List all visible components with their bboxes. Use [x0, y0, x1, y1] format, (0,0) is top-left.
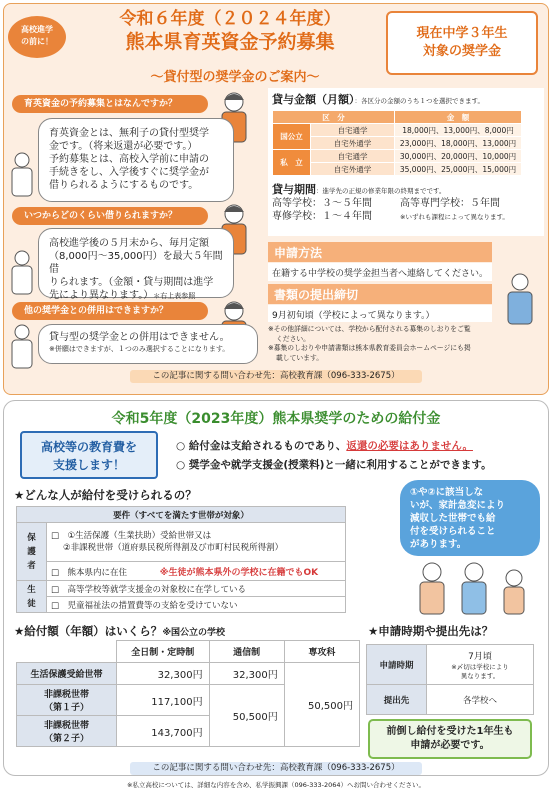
- family-illustration-icon: [410, 560, 540, 616]
- title-line-2: 熊本県育英資金予約募集: [125, 31, 335, 53]
- application-period-label: 申請時期: [367, 645, 427, 685]
- application-table: [366, 644, 534, 715]
- amount-value: 50,500円: [284, 663, 359, 747]
- advance-grant-note: [368, 719, 532, 759]
- answer-1-line: 手続きをし、入学後すぐに奨学金が: [49, 167, 209, 178]
- answer-2-line: （8,000円～35,000円）を最大５年間借: [49, 251, 223, 275]
- loan-period-note: ：進学先の正規の修業年限の終期までです。: [316, 187, 446, 195]
- bullet-2-text: 奨学金や就学支援金(授業料)と一緒に利用することができます。: [188, 459, 492, 471]
- application-period-value: [427, 645, 534, 685]
- loan-header-category: 区 分: [273, 111, 395, 124]
- bullet-1-highlight: 返還の必要はありません。: [346, 440, 473, 452]
- period-item: 高等専門学校：５年間: [400, 198, 500, 209]
- empty-corner: [17, 641, 117, 663]
- answer-2-line: りられます。（金額・貸与期間は進学: [49, 277, 214, 288]
- guardian-requirement-2: [47, 562, 346, 581]
- loan-amount-note: ：各区分の金額のうち１つを選択できます。: [354, 97, 484, 105]
- out-of-prefecture-note: ※生徒が熊本県外の学校に在籍でもOK: [159, 567, 319, 578]
- eligibility-table: [16, 506, 346, 613]
- bubble-line: ①や②に該当しな: [410, 487, 484, 498]
- student-requirement-1: □ 高等学校等就学支援金の対象校に在学している: [47, 581, 346, 597]
- guardian-requirement-1: [47, 523, 346, 562]
- eligibility-title: ★どんな人が給付を受けられるの？: [14, 488, 197, 502]
- table-row: [17, 562, 346, 581]
- table-row: [367, 645, 534, 685]
- page-subtitle: ～貸付型の奨学金のご案内～: [150, 70, 320, 85]
- sudden-change-bubble: [400, 480, 540, 556]
- loan-category: 国公立: [273, 124, 311, 150]
- loan-contact: この記事に関する問い合わせ先：高校教育課（096-333-2675）: [130, 370, 422, 383]
- table-row: [17, 581, 346, 597]
- bubble-line: があります。: [410, 539, 467, 550]
- table-row: [273, 124, 522, 137]
- tax-exempt-first-child-label: 非課税世帯 （第１子）: [17, 685, 117, 716]
- req-line: □ 熊本県内に在住: [51, 567, 128, 578]
- amount-value: 50,500円: [209, 685, 284, 747]
- answer-2-bubble: [38, 228, 234, 301]
- period-note: ※いずれも課程によって異なります。: [400, 213, 509, 221]
- apply-method-title: 申請方法: [268, 242, 492, 262]
- answer-1-bubble: [38, 118, 234, 202]
- circle-bullet-icon: ○: [176, 459, 186, 471]
- loan-amounts: 18,000円、13,000円、8,000円: [395, 124, 522, 137]
- answer-2-line: 先により異なります。）: [49, 290, 154, 301]
- loan-type: 自宅通学: [311, 124, 395, 137]
- note-line: 申請が必要です。: [410, 740, 490, 751]
- amount-value: 32,300円: [209, 663, 284, 685]
- question-2: いつからどのくらい借りられますか？: [12, 207, 208, 225]
- period-item: 専修学校：１～４年間: [272, 211, 372, 222]
- amount-col-advanced: 専攻科: [284, 641, 359, 663]
- private-school-note: ※私立高校については、詳細な内容を含め、私学振興課（096-333-2064）へお問い合わせください。: [126, 781, 426, 789]
- note-line: 載しています。: [276, 353, 324, 362]
- period-note: 異なります。: [460, 672, 500, 680]
- pre-highschool-badge: [8, 16, 66, 58]
- question-1: 育英資金の予約募集とはなんですか？: [12, 95, 208, 113]
- answer-3-note: ※併願はできますが、１つのみ選択することになります。: [49, 345, 230, 353]
- loan-type: 自宅外通学: [311, 137, 395, 150]
- answer-2-line: 高校進学後の５月末から、毎月定額: [49, 238, 209, 249]
- period-item: 高等学校：３～５年間: [272, 198, 372, 209]
- loan-header-amount: 金 額: [395, 111, 522, 124]
- submission-label: 提出先: [367, 685, 427, 715]
- amount-title-text: ★給付額（年額）はいくら？: [14, 624, 163, 638]
- page-title: [80, 8, 380, 54]
- title-line-1: 令和６年度（２０２４年度）: [119, 9, 341, 29]
- note-line: ※その他詳細については、学校から配付される募集のしおりをご覧: [268, 325, 471, 333]
- target-line-1: 現在中学３年生: [416, 26, 508, 41]
- grant-bullet-1: [176, 438, 473, 453]
- student-requirement-2: □ 児童福祉法の措置費等の支給を受けていない: [47, 597, 346, 613]
- answer-1-line: 予約募集とは、高校入学前に申請の: [49, 154, 209, 165]
- amount-col-correspondence: 通信制: [209, 641, 284, 663]
- parent-figure-icon: [6, 150, 38, 198]
- table-row: [273, 150, 522, 163]
- submission-value: 各学校へ: [427, 685, 534, 715]
- req-line: ②非課税世帯（道府県民税所得割及び市町村民税所得割）: [63, 543, 284, 554]
- badge-line-2: の前に！: [21, 37, 53, 46]
- grant-contact: この記事に関する問い合わせ先：高校教育課（096-333-2675）: [130, 762, 422, 775]
- support-line-2: 支援します！: [52, 458, 125, 472]
- bubble-line: 付を受けられること: [410, 526, 496, 537]
- table-row: [367, 685, 534, 715]
- bubble-line: いが、家計急変により: [410, 500, 506, 511]
- loan-period-title: 貸与期間: [272, 183, 316, 196]
- table-row: [17, 663, 360, 685]
- note-line: ください。: [276, 334, 310, 343]
- question-3: 他の奨学金との併用はできますか？: [12, 302, 208, 320]
- table-row: [17, 523, 346, 562]
- table-row: [273, 137, 522, 150]
- badge-line-1: 高校進学: [21, 25, 53, 34]
- circle-bullet-icon: ○: [176, 440, 186, 452]
- loan-amount-table: [272, 110, 522, 176]
- amount-title: [14, 623, 225, 639]
- table-row: [273, 163, 522, 176]
- grant-amount-table: [16, 640, 360, 747]
- loan-amounts: 23,000円、18,000円、13,000円: [395, 137, 522, 150]
- loan-type: 自宅外通学: [311, 163, 395, 176]
- amount-value: 117,100円: [117, 685, 210, 716]
- answer-2-note: ＊右上表参照: [153, 292, 196, 300]
- application-title: ★申請時期や提出先は？: [368, 624, 494, 638]
- loan-info-area: [268, 88, 544, 236]
- answer-1-line: 借りられるようにするものです。: [49, 180, 199, 191]
- answer-1-line: 育英資金とは、無利子の貸付型奨学: [49, 128, 209, 139]
- table-row: [17, 597, 346, 613]
- support-line-1: 高校等の教育費を: [40, 440, 137, 454]
- parent-figure-icon: [6, 322, 38, 370]
- note-line: 前倒し給付を受けた1年生も: [386, 726, 514, 737]
- target-line-2: 対象の奨学金: [422, 44, 501, 59]
- support-box: [20, 431, 158, 479]
- amount-col-fulltime: 全日制・定時制: [117, 641, 210, 663]
- loan-amounts: 35,000円、25,000円、15,000円: [395, 163, 522, 176]
- student-label: 生 徒: [17, 581, 47, 613]
- period-note: ※〆切は学校により: [451, 663, 509, 671]
- answer-3-bubble: [38, 324, 258, 364]
- deadline-text: 9月初旬頃（学校によって異なります。）: [268, 305, 492, 322]
- bullet-1-text: 給付金は支給されるものであり、: [188, 440, 347, 452]
- deadline-notes: [268, 325, 542, 363]
- answer-3-line: 貸与型の奨学金との併用はできません。: [49, 332, 230, 343]
- tax-exempt-second-child-label: 非課税世帯 （第２子）: [17, 716, 117, 747]
- period-value: 7月頃: [468, 652, 492, 662]
- loan-amount-title: 貸与金額（月額）: [272, 93, 355, 106]
- grant-title: 令和5年度（2023年度）熊本県奨学のための給付金: [111, 411, 441, 427]
- loan-type: 自宅通学: [311, 150, 395, 163]
- amount-value: 32,300円: [117, 663, 210, 685]
- deadline-title: 書類の提出締切: [268, 284, 492, 304]
- amount-subtitle: ※国公立の学校: [162, 628, 226, 638]
- target-audience-box: [386, 11, 538, 75]
- loan-period-list: [268, 197, 544, 224]
- apply-method-text: 在籍する中学校の奨学金担当者へ連絡してください。: [268, 263, 492, 281]
- note-line: ※募集のしおりや申請書類は熊本県教育委員会ホームページにも掲: [268, 344, 471, 352]
- loan-amounts: 30,000円、20,000円、10,000円: [395, 150, 522, 163]
- amount-value: 143,700円: [117, 716, 210, 747]
- teacher-figure-icon: [500, 270, 540, 328]
- eligibility-header: 要件（すべてを満たす世帯が対象）: [17, 507, 346, 523]
- answer-1-line: 金です。（将来返還が必要です。）: [49, 141, 198, 152]
- welfare-household-label: 生活保護受給世帯: [17, 663, 117, 685]
- guardian-label: 保 護 者: [17, 523, 47, 581]
- loan-category: 私 立: [273, 150, 311, 176]
- parent-figure-icon: [6, 248, 38, 296]
- grant-bullet-2: [176, 457, 492, 472]
- bubble-line: 減収した世帯でも給: [410, 513, 496, 524]
- req-line: □ ①生活保護（生業扶助）受給世帯又は: [51, 531, 212, 542]
